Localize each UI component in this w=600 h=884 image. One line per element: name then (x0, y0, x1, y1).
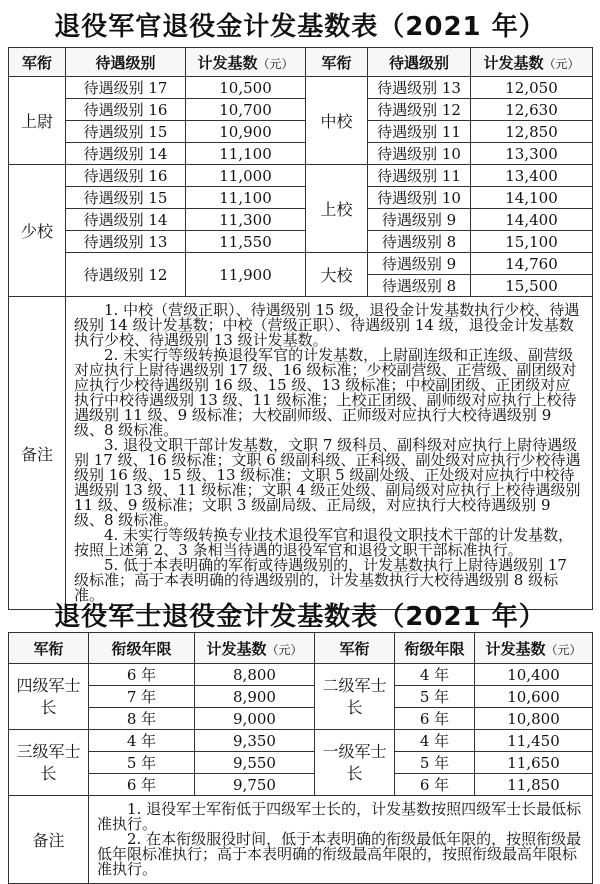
grade-cell: 待遇级别 9 (368, 253, 471, 275)
rank-cell: 上校 (306, 165, 368, 253)
header-rank: 军衔 (9, 633, 89, 664)
base-cell: 14,400 (471, 209, 593, 231)
grade-cell: 待遇级别 12 (66, 253, 186, 297)
header-base: 计发基数（元） (475, 633, 593, 664)
officer-pension-table (8, 47, 593, 610)
base-cell: 11,000 (186, 165, 306, 187)
base-cell: 9,000 (195, 708, 315, 730)
rank-cell: 四级军士长 (9, 664, 89, 730)
grade-cell: 待遇级别 13 (66, 231, 186, 253)
base-cell: 8,900 (195, 686, 315, 708)
rank-cell: 少校 (9, 165, 66, 297)
rank-cell: 一级军士长 (315, 730, 395, 796)
base-cell: 14,760 (471, 253, 593, 275)
soldier-pension-table (8, 632, 593, 884)
grade-cell: 待遇级别 11 (368, 121, 471, 143)
table-row (9, 664, 593, 686)
grade-cell: 待遇级别 14 (66, 143, 186, 165)
note-item: 1. 中校（营级正职）、待遇级别 15 级，退役金计发基数执行少校、待遇级别 14 级计发基数；中校（营级正职）、待遇级别 14 级，退役金计发基数执行少校、待遇级别 13 级计发基数。 (74, 301, 580, 349)
years-cell: 6 年 (89, 774, 195, 796)
grade-cell: 待遇级别 17 (66, 77, 186, 99)
base-cell: 9,750 (195, 774, 315, 796)
years-cell: 6 年 (395, 774, 475, 796)
grade-cell: 待遇级别 12 (368, 99, 471, 121)
years-cell: 4 年 (395, 664, 475, 686)
grade-cell: 待遇级别 9 (368, 209, 471, 231)
rank-cell: 二级军士长 (315, 664, 395, 730)
table-row (9, 187, 593, 209)
rank-cell: 中校 (306, 77, 368, 165)
header-years: 衔级年限 (89, 633, 195, 664)
grade-cell: 待遇级别 15 (66, 121, 186, 143)
grade-cell: 待遇级别 10 (368, 187, 471, 209)
table-row (9, 165, 593, 187)
years-cell: 4 年 (89, 730, 195, 752)
header-rank: 军衔 (315, 633, 395, 664)
notes-row (9, 297, 593, 610)
years-cell: 6 年 (89, 664, 195, 686)
table-row (9, 121, 593, 143)
grade-cell: 待遇级别 10 (368, 143, 471, 165)
base-cell: 11,300 (186, 209, 306, 231)
table-row (9, 99, 593, 121)
base-cell: 11,850 (475, 774, 593, 796)
base-cell: 15,100 (471, 231, 593, 253)
grade-cell: 待遇级别 13 (368, 77, 471, 99)
officer-table-title: 退役军官退役金计发基数表（2021 年） (54, 12, 546, 42)
table-row (9, 686, 593, 708)
notes-label: 备注 (9, 297, 66, 610)
base-cell: 9,550 (195, 752, 315, 774)
years-cell: 6 年 (395, 708, 475, 730)
grade-cell: 待遇级别 11 (368, 165, 471, 187)
note-item: 3. 退役文职干部计发基数，文职 7 级科员、副科级对应执行上尉待遇级别 17 级、16 级标准；文职 6 级副科级、正科级、副处级对应执行少校待遇级别 16 级、15 级、13 级标准；文职 5 级副处级、正处级对应执行中校待遇级别 13 级、11 级标准；文职 4 级正处级、副局级对应执行上校待遇级别 11 级、9 级标准；文职 3 级副局级、正局级，对应执行大校待遇级别 9 级、8 级标准。 (74, 436, 581, 529)
header-grade: 待遇级别 (368, 48, 471, 77)
note-item: 1. 退役军士军衔低于四级军士长的，计发基数按照四级军士长最低标准执行。 (97, 800, 582, 833)
table-row (9, 708, 593, 730)
base-cell: 11,450 (475, 730, 593, 752)
grade-cell: 待遇级别 16 (66, 165, 186, 187)
table-row (9, 253, 593, 275)
base-cell: 10,400 (475, 664, 593, 686)
years-cell: 5 年 (395, 752, 475, 774)
soldier-table-title: 退役军士退役金计发基数表（2021 年） (54, 602, 546, 632)
note-item: 2. 在本衔级服役时间，低于本表明确的衔级最低年限的，按照衔级最低年限标准执行；高于本表明确的衔级最高年限的，按照衔级最高年限标准执行。 (97, 830, 582, 878)
rank-cell: 大校 (306, 253, 368, 297)
header-base: 计发基数（元） (471, 48, 593, 77)
table-row (9, 209, 593, 231)
note-item: 5. 低于本表明确的军衔或待遇级别的，计发基数执行上尉待遇级别 17 级标准；高于本表明确的待遇级别的，计发基数执行大校待遇级别 8 级标准。 (74, 556, 567, 604)
header-base: 计发基数（元） (186, 48, 306, 77)
base-cell: 12,630 (471, 99, 593, 121)
table-row (9, 730, 593, 752)
base-cell: 10,500 (186, 77, 306, 99)
base-cell: 11,100 (186, 143, 306, 165)
base-cell: 9,350 (195, 730, 315, 752)
rank-cell: 上尉 (9, 77, 66, 165)
grade-cell: 待遇级别 14 (66, 209, 186, 231)
grade-cell: 待遇级别 15 (66, 187, 186, 209)
table-header-row (9, 48, 593, 77)
table-header-row (9, 633, 593, 664)
note-item: 2. 未实行等级转换退役军官的计发基数，上尉副连级和正连级、副营级对应执行上尉待遇级别 17 级、16 级标准；少校副营级、正营级、副团级对应执行少校待遇级别 16 级、15 级、13 级标准；中校副团级、正团级对应执行中校待遇级别 13 级、11 级标准；上校正团级、副师级对应执行上校待遇级别 11 级、9 级标准；大校副师级、正师级对应执行大校待遇级别 9 级、8 级标准。 (74, 346, 577, 439)
base-cell: 13,400 (471, 165, 593, 187)
base-cell: 14,100 (471, 187, 593, 209)
rank-cell: 三级军士长 (9, 730, 89, 796)
base-cell: 11,550 (186, 231, 306, 253)
header-rank: 军衔 (9, 48, 66, 77)
header-years: 衔级年限 (395, 633, 475, 664)
notes-label: 备注 (9, 796, 89, 884)
base-cell: 11,650 (475, 752, 593, 774)
grade-cell: 待遇级别 16 (66, 99, 186, 121)
header-rank: 军衔 (306, 48, 368, 77)
table-row (9, 231, 593, 253)
years-cell: 5 年 (89, 752, 195, 774)
years-cell: 7 年 (89, 686, 195, 708)
base-cell: 10,900 (186, 121, 306, 143)
years-cell: 5 年 (395, 686, 475, 708)
table-row (9, 774, 593, 796)
base-cell: 12,050 (471, 77, 593, 99)
base-cell: 10,700 (186, 99, 306, 121)
header-base: 计发基数（元） (195, 633, 315, 664)
table-row (9, 752, 593, 774)
years-cell: 8 年 (89, 708, 195, 730)
header-grade: 待遇级别 (66, 48, 186, 77)
base-cell: 11,900 (186, 253, 306, 297)
note-item: 4. 未实行等级转换专业技术退役军官和退役文职技术干部的计发基数，按照上述第 2、3 条相当待遇的退役军官和退役文职干部标准执行。 (74, 526, 574, 559)
notes-content (66, 297, 593, 610)
base-cell: 15,500 (471, 275, 593, 297)
table-row (9, 143, 593, 165)
base-cell: 12,850 (471, 121, 593, 143)
notes-row (9, 796, 593, 884)
base-cell: 8,800 (195, 664, 315, 686)
notes-content (89, 796, 593, 884)
grade-cell: 待遇级别 8 (368, 275, 471, 297)
table-row (9, 77, 593, 99)
grade-cell: 待遇级别 8 (368, 231, 471, 253)
base-cell: 13,300 (471, 143, 593, 165)
base-cell: 10,800 (475, 708, 593, 730)
base-cell: 11,100 (186, 187, 306, 209)
base-cell: 10,600 (475, 686, 593, 708)
years-cell: 4 年 (395, 730, 475, 752)
